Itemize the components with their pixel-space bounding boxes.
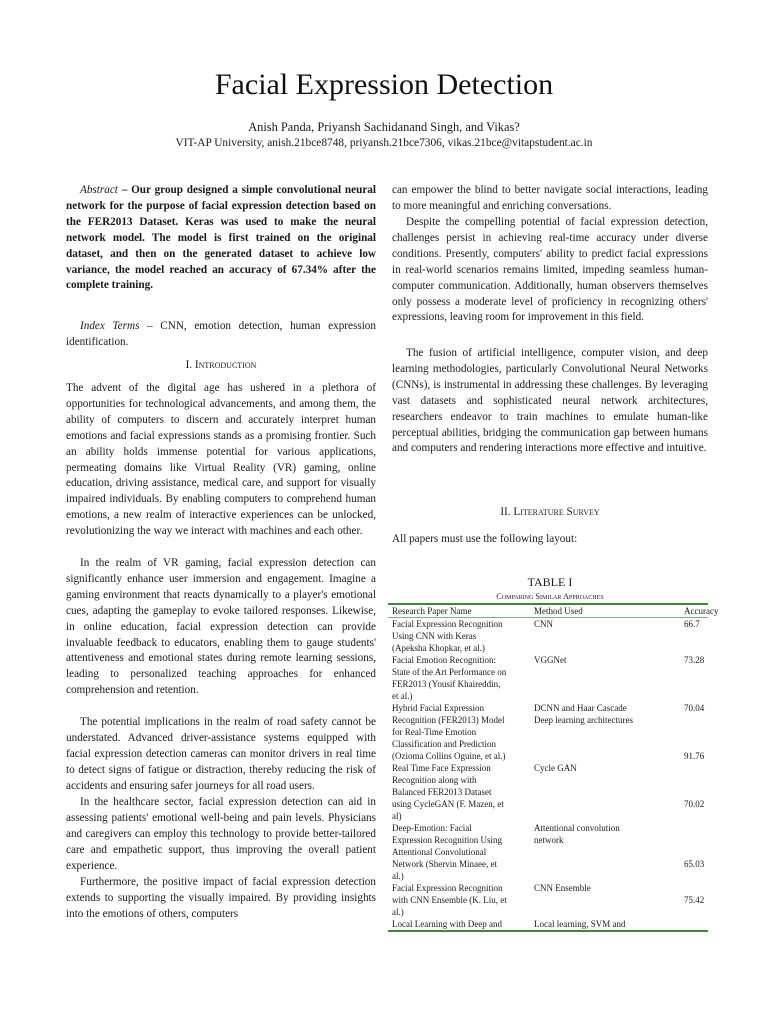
table-line xyxy=(392,786,708,798)
paper-name-cell: Facial Expression Recognition xyxy=(392,619,503,629)
table-line xyxy=(392,906,708,918)
intro-paragraph-continued: can empower the blind to better navigate social interactions, leading to more meaningful and enriching conversations. xyxy=(392,184,708,212)
method-cell: network xyxy=(534,835,564,845)
method-cell: CNN xyxy=(534,619,554,629)
paper-name-cell: using CycleGAN (F. Mazen, et xyxy=(392,799,504,809)
table-line xyxy=(392,618,708,630)
index-terms-text: – CNN, emotion detection, human expression identification. xyxy=(66,320,376,348)
table-line xyxy=(392,762,708,774)
paper-name-cell: (Apeksha Khopkar, et al.) xyxy=(392,643,485,653)
paper-name-cell: Expression Recognition Using xyxy=(392,835,502,845)
table-line xyxy=(392,858,708,870)
paper-name-cell: Recognition (FER2013) Model xyxy=(392,715,505,725)
paper-name-cell: Real Time Face Expression xyxy=(392,763,491,773)
paper-name-cell: Local Learning with Deep and xyxy=(392,919,502,929)
paper-name-cell: Using CNN with Keras xyxy=(392,631,477,641)
table-line xyxy=(392,882,708,894)
section-heading-literature-survey: II. Literature Survey xyxy=(500,506,600,518)
intro-paragraph-6: Despite the compelling potential of facial expression detection, challenges persist in achieving real-time accuracy under diverse conditions. Presently, computers' ability to predict facial expressions in real-world scenarios remains limited, impeding seamless human-computer communication. Additionally, human observers themselves only possess a moderate level of proficiency in recognizing others' expressions, leaving room for improvement in this field. xyxy=(392,216,708,324)
paper-name-cell: et al.) xyxy=(392,691,413,701)
paper-name-cell: State of the Art Performance on xyxy=(392,667,507,677)
table-line xyxy=(392,810,708,822)
method-cell: CNN Ensemble xyxy=(534,883,591,893)
table-caption-title: Comparing Similar Approaches xyxy=(496,592,604,601)
table-line xyxy=(392,678,708,690)
accuracy-cell: 65.03 xyxy=(684,859,705,869)
paper-name-cell: Hybrid Facial Expression xyxy=(392,703,484,713)
table-line xyxy=(392,690,708,702)
column-header: Method Used xyxy=(534,606,583,616)
table-line xyxy=(392,870,708,882)
authors: Anish Panda, Priyansh Sachidanand Singh, and Vikas? xyxy=(248,120,520,134)
method-cell: Local learning, SVM and xyxy=(534,919,626,929)
intro-paragraph-3: The potential implications in the realm of road safety cannot be understated. Advanced driver-assistance systems equipped with facial expression detection cameras can monitor drivers in real time to detect signs of fatigue or distraction, thereby reducing the risk of accidents and ensuring safer journeys for all road users. xyxy=(66,716,376,792)
intro-paragraph-4: In the healthcare sector, facial expression detection can aid in assessing patients' emotional well-being and pain levels. Physicians and caregivers can employ this technology to provide better-tailored care and empathetic support, thus improving the overall patient experience. xyxy=(66,796,376,872)
table-header-row xyxy=(392,605,719,617)
paper-name-cell: Network (Shervin Minaee, et xyxy=(392,859,497,869)
method-cell: Attentional convolution xyxy=(534,823,620,833)
paper-name-cell: (Ozioma Collins Oguine, et al.) xyxy=(392,751,506,761)
index-terms xyxy=(66,319,376,351)
table-line xyxy=(392,630,708,642)
table-line xyxy=(392,798,708,810)
table-caption-number: TABLE I xyxy=(527,575,573,589)
paper-name-cell: Facial Expression Recognition xyxy=(392,883,503,893)
paper-name-cell: Deep-Emotion: Facial xyxy=(392,823,472,833)
abstract-text: – Our group designed a simple convolutional neural network for the purpose of facial expression detection based on the FER2013 Dataset. Keras was used to make the neural network model. The model is first trained on the original dataset, and then on the generated dataset to achieve low variance, the model reached an accuracy of 67.34% after the complete training. xyxy=(66,184,376,292)
column-header: Accuracy xyxy=(684,606,719,616)
paper-name-cell: al.) xyxy=(392,907,404,917)
table-line xyxy=(392,726,708,738)
paper-title: Facial Expression Detection xyxy=(214,68,554,101)
paper-name-cell: for Real-Time Emotion xyxy=(392,727,477,737)
abstract-label: Abstract xyxy=(80,184,118,196)
intro-paragraph-2: In the realm of VR gaming, facial expression detection can significantly enhance user immersion and engagement. Imagine a gaming environment that reacts dynamically to a player's emotional cues, adapting the gameplay to evoke tailored responses. Likewise, in online education, facial expression detection can provide invaluable feedback to educators, enabling them to gauge students' attentiveness and emotional states during remote learning sessions, leading to personalized teaching approaches for enhanced comprehension and retention. xyxy=(66,557,376,697)
paper-name-cell: FER2013 (Yousif Khaireddin, xyxy=(392,679,501,689)
paper-name-cell: Classification and Prediction xyxy=(392,739,496,749)
table-bottom-rule xyxy=(388,930,708,932)
table-line xyxy=(392,774,708,786)
accuracy-cell: 70.02 xyxy=(684,799,705,809)
table-line xyxy=(392,666,708,678)
table-line xyxy=(392,846,708,858)
accuracy-cell: 70.04 xyxy=(684,703,705,713)
method-cell: VGGNet xyxy=(534,655,567,665)
table-line xyxy=(392,894,708,906)
abstract xyxy=(66,183,376,294)
intro-paragraph-1: The advent of the digital age has ushered in a plethora of opportunities for technological advancements, and among them, the ability of computers to discern and accurately interpret human emotions and facial expressions stands as a promising frontier. Such an ability holds immense potential for various applications, permeating domains like Virtual Reality (VR) gaming, online education, driving assistance, medical care, and support for visually impaired individuals. By enabling computers to comprehend human emotions, a new realm of interactive experiences can be unlocked, revolutionizing the way we interact with machines and each other. xyxy=(66,382,376,538)
paper-name-cell: Attentional Convolutional xyxy=(392,847,487,857)
paper-name-cell: al) xyxy=(392,811,402,821)
paper-name-cell: Balanced FER2013 Dataset xyxy=(392,787,492,797)
accuracy-cell: 91.76 xyxy=(684,751,705,761)
accuracy-cell: 66.7 xyxy=(684,619,700,629)
method-cell: DCNN and Haar Cascade xyxy=(534,703,627,713)
table-line xyxy=(392,714,708,726)
index-terms-label: Index Terms xyxy=(80,320,140,332)
table-line xyxy=(392,750,708,762)
table-line xyxy=(392,822,708,834)
method-cell: Deep learning architectures xyxy=(534,715,633,725)
intro-paragraph-5: Furthermore, the positive impact of facial expression detection extends to supporting the visually impaired. By providing insights into the emotions of others, computers xyxy=(66,876,376,920)
paper-name-cell: al.) xyxy=(392,871,404,881)
table-line xyxy=(392,918,708,930)
paper-name-cell: with CNN Ensemble (K. Liu, et xyxy=(392,895,507,905)
intro-paragraph-7: The fusion of artificial intelligence, computer vision, and deep learning methodologies, particularly Convolutional Neural Networks (CNNs), is instrumental in addressing these challenges. By leveraging vast datasets and sophisticated neural network architectures, researchers endeavor to train machines to emulate human-like perceptual abilities, bridging the communication gap between humans and computers and rendering interactions more effective and intuitive. xyxy=(392,347,708,455)
method-cell: Cycle GAN xyxy=(534,763,577,773)
table-line xyxy=(392,642,708,654)
section-heading-introduction: I. Introduction xyxy=(185,359,257,371)
paper-name-cell: Recognition along with xyxy=(392,775,477,785)
affiliation: VIT-AP University, anish.21bce8748, priyansh.21bce7306, vikas.21bce@vitapstudent.ac.in xyxy=(175,137,593,149)
literature-intro: All papers must use the following layout: xyxy=(392,533,578,545)
table-line xyxy=(392,702,708,714)
table-line xyxy=(392,738,708,750)
column-header: Research Paper Name xyxy=(392,606,472,616)
table-line xyxy=(392,654,708,666)
accuracy-cell: 75.42 xyxy=(684,895,705,905)
table-line xyxy=(392,834,708,846)
paper-name-cell: Facial Emotion Recognition: xyxy=(392,655,496,665)
accuracy-cell: 73.28 xyxy=(684,655,705,665)
